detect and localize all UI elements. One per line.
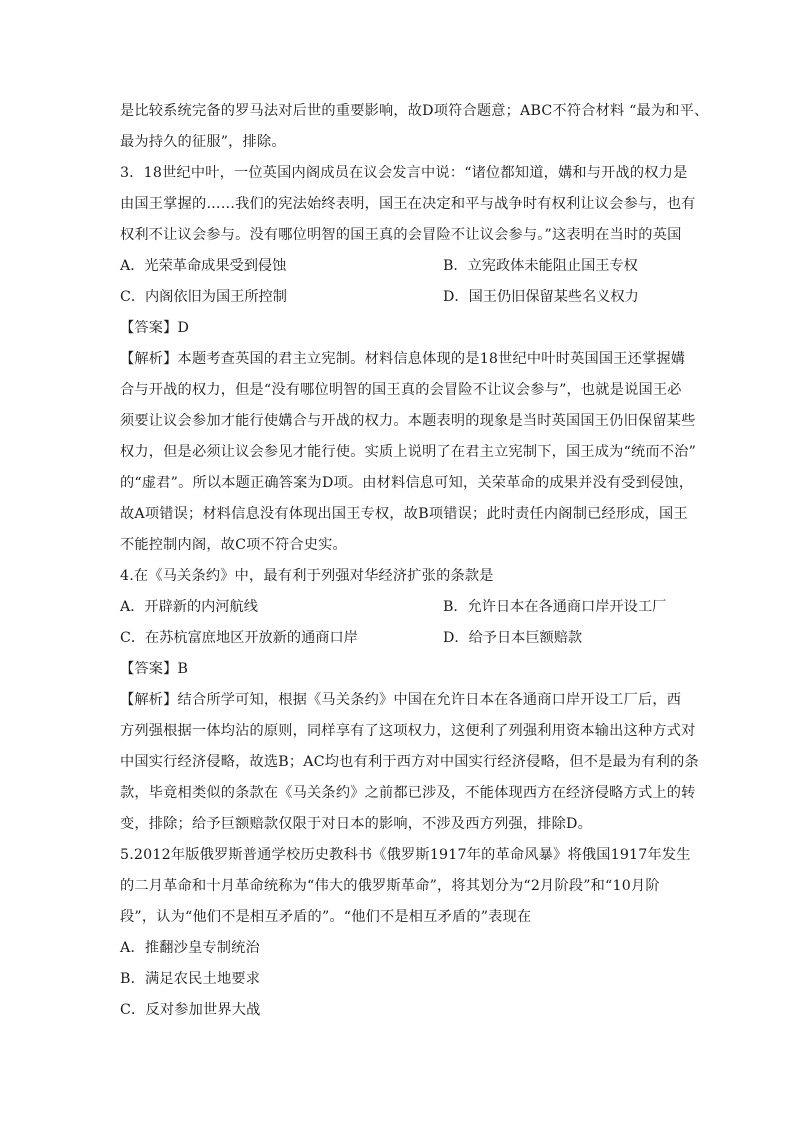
question-stem-line: 3．18世纪中叶，一位英国内阁成员在议会发言中说：“诸位都知道，媾和与开战的权力是: [120, 165, 688, 181]
analysis-line: 【解析】结合所学可知，根据《马关条约》中国在允许日本在各通商口岸开设工厂后，西: [120, 692, 682, 708]
option-row: [120, 282, 678, 313]
option-b: B．满足农民土地要求: [120, 971, 261, 987]
question-stem-line: 的二月革命和十月革命统称为“伟大的俄罗斯革命”，将其划分为“2月阶段”和“10月阶: [120, 878, 660, 894]
analysis-line: 故A项错误；材料信息没有体现出国王专权，故B项错误；此时责任内阁制已经形成，国王: [120, 506, 688, 522]
analysis-line: 合与开战的权力，但是“没有哪位明智的国王真的会冒险不让议会参与”，也就是说国王必: [120, 382, 682, 398]
analysis-line: 权力，但是必须让议会参见才能行使。实质上说明了在君主立宪制下，国王成为“统而不治”: [120, 444, 697, 460]
option-c: C．反对参加世界大战: [120, 1002, 261, 1018]
option-row: [120, 592, 678, 623]
option-b: B．立宪政体未能阻止国王专权: [443, 258, 638, 274]
option-c: C．内阁依旧为国王所控制: [120, 289, 287, 305]
option-row: [120, 251, 678, 282]
analysis-line: 方列强根据一体均沾的原则，同样享有了这项权力，这便利了列强利用资本输出这种方式对: [120, 723, 696, 739]
option-d: D．国王仍旧保留某些名义权力: [443, 289, 639, 305]
question-stem-line: 4.在《马关条约》中，最有利于列强对华经济扩张的条款是: [120, 568, 494, 584]
analysis-line: 变，排除；给予巨额赔款仅限于对日本的影响，不涉及西方列强，排除D。: [120, 816, 592, 832]
analysis-line: 的“虚君”。所以本题正确答案为D项。由材料信息可知，关荣革命的成果并没有受到侵蚀，: [120, 475, 694, 491]
option-d: D．给予日本巨额赔款: [443, 630, 583, 646]
option-a: A．推翻沙皇专制统治: [120, 940, 260, 956]
option-a: A．开辟新的内河航线: [120, 599, 258, 615]
continuation-line: 最为持久的征服”，排除。: [120, 134, 286, 150]
answer-line: 【答案】D: [120, 320, 190, 336]
analysis-line: 【解析】本题考查英国的君主立宪制。材料信息体现的是18世纪中叶时英国国王还掌握媾: [120, 351, 686, 367]
answer-line: 【答案】B: [120, 661, 189, 677]
option-row: [120, 623, 678, 654]
question-stem-line: 5.2012年版俄罗斯普通学校历史教科书《俄罗斯1917年的革命风暴》将俄国1917年发生: [120, 847, 691, 863]
question-stem-line: 段”，认为“他们不是相互矛盾的”。“他们不是相互矛盾的”表现在: [120, 909, 532, 925]
analysis-line: 不能控制内阁，故C项不符合史实。: [120, 537, 347, 553]
question-stem-line: 由国王掌握的……我们的宪法始终表明，国王在决定和平与战争时有权利让议会参与，也有: [120, 196, 696, 212]
question-3: [120, 158, 697, 561]
document-page: [120, 96, 709, 1026]
analysis-line: 中国实行经济侵略，故选B；AC均也有利于西方对中国实行经济侵略，但不是最为有利的条: [120, 754, 699, 770]
question-4: [120, 561, 699, 840]
option-c: C．在苏杭富庶地区开放新的通商口岸: [120, 630, 358, 646]
option-a: A．光荣革命成果受到侵蚀: [120, 258, 287, 274]
question-5: [120, 840, 691, 1026]
question-stem-line: 权利不让议会参与。没有哪位明智的国王真的会冒险不让议会参与。”这表明在当时的英国: [120, 227, 682, 243]
continuation-line: 是比较系统完备的罗马法对后世的重要影响，故D项符合题意；ABC不符合材料 “最为和平、: [120, 103, 709, 119]
analysis-line: 款，毕竟相类似的条款在《马关条约》之前都已涉及，不能体现西方在经济侵略方式上的转: [120, 785, 696, 801]
option-b: B．允许日本在各通商口岸开设工厂: [443, 599, 667, 615]
analysis-line: 须要让议会参加才能行使媾合与开战的权力。本题表明的现象是当时英国国王仍旧保留某些: [120, 413, 696, 429]
